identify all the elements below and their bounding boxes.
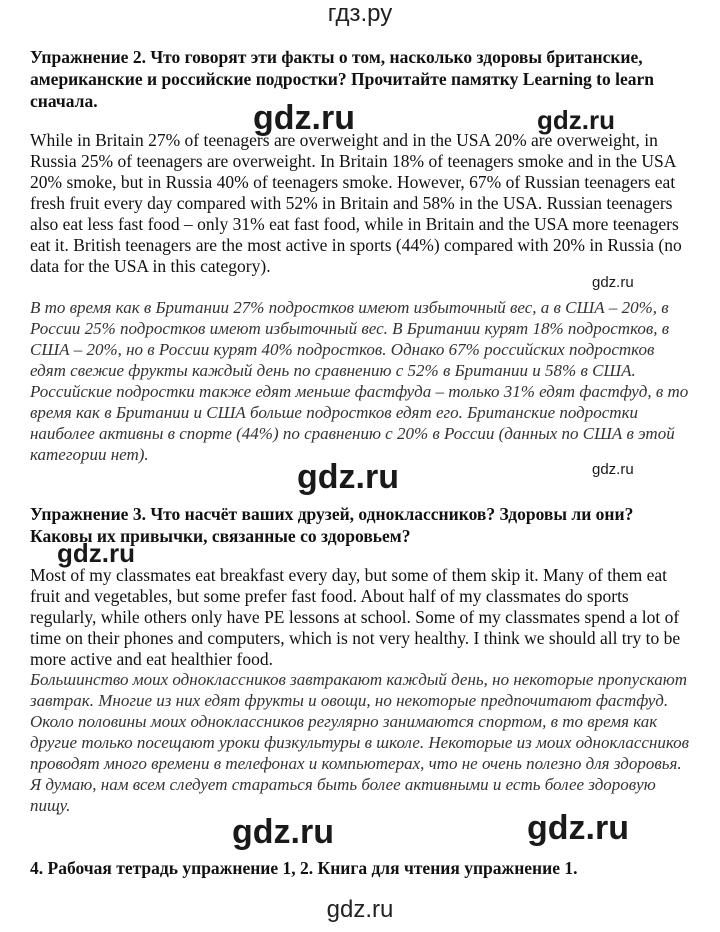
exercise-2-english-text: While in Britain 27% of teenagers are overweight and in the USA 20% are overweight, in Russia 25% of teenagers are overweight. In Britain 18% of teenagers smoke and in the USA 20% smoke, but in Russia 40% of teenagers smoke. However, 67% of Russian teenagers eat fresh fruit every day compared with 52% in Britain and 58% in the USA. Russian teenagers also eat less fast food – only 31% eat fast food, while in Britain and the USA more teenagers eat it. British teenagers are the most active in sports (44%) compared with 20% in Russia (no data for the USA in this category).: [30, 130, 682, 276]
watermark: gdz.ru: [537, 105, 615, 135]
exercise-2-russian-translation: В то время как в Британии 27% подростков имеют избыточный вес, а в США – 20%, в России 25% подростков имеют избыточный вес. В Британии курят 18% подростков, в США – 20%, но в России курят 40% подростков. Однако 67% российских подростков едят свежие фрукты каждый день по сравнению с 52% в Британии и 58% в США. Российские подростки также едят меньше фастфуда – только 31% едят фастфуд, в то время как в Британии и США больше подростков едят его. Британские подростки наиболее активны в спорте (44%) по сравнению с 20% в России (данных по США в этой категории нет).: [30, 298, 689, 464]
exercise-2-heading: Упражнение 2. Что говорят эти факты о том, насколько здоровы британские, американские и российские подростки? Прочитайте памятку Learning to learn сначала.: [30, 47, 655, 111]
exercise-3-english-text: Most of my classmates eat breakfast every day, but some of them skip it. Many of them eat fruit and vegetables, but some prefer fast food. About half of my classmates do sports regularly, while others only have PE lessons at school. Some of my classmates spend a lot of time on their phones and computers, which is not very healthy. I think we should all try to be more active and eat healthier food.: [30, 565, 681, 669]
watermark: gdz.ru: [592, 461, 634, 478]
exercise-3-heading: Упражнение 3. Что насчёт ваших друзей, одноклассников? Здоровы ли они? Каковы их привычки, связанные со здоровьем?: [30, 504, 634, 546]
watermark: gdz.ru: [253, 99, 355, 137]
watermark: gdz.ru: [232, 813, 334, 851]
exercise-3-russian-translation: Большинство моих одноклассников завтракают каждый день, но некоторые пропускают завтрак. Многие из них едят фрукты и овощи, но некоторые предпочитают фастфуд. Около половины моих одноклассников регулярно занимаются спортом, в то время как другие только посещают уроки физкультуры в школе. Некоторые из моих одноклассников проводят много времени в телефонах и компьютерах, что не очень полезно для здоровья. Я думаю, нам всем следует стараться быть более активными и есть более здоровую пищу.: [30, 670, 690, 815]
watermark: gdz.ru: [297, 458, 399, 496]
site-footer: gdz.ru: [326, 896, 394, 923]
site-header: гдз.ру: [327, 0, 393, 27]
watermark: gdz.ru: [57, 538, 135, 568]
watermark: gdz.ru: [592, 274, 634, 291]
exercise-4-heading: 4. Рабочая тетрадь упражнение 1, 2. Книга для чтения упражнение 1.: [30, 858, 578, 878]
watermark: gdz.ru: [527, 809, 629, 847]
